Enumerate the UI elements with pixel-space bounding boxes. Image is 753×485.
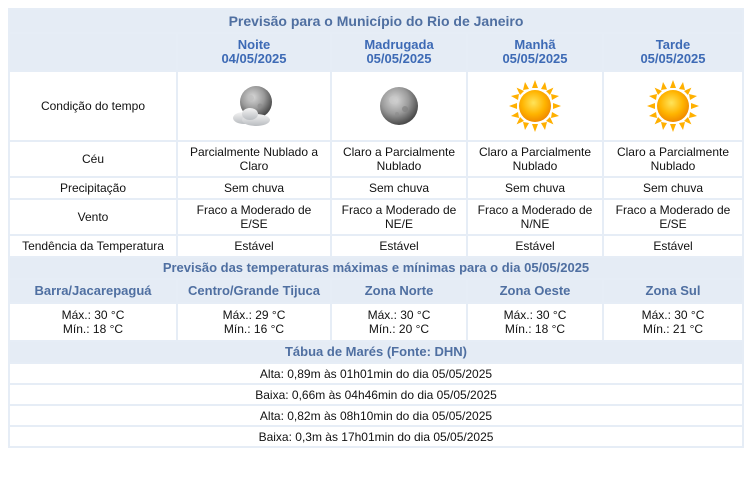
- precip-cell-morning: Sem chuva: [467, 177, 603, 199]
- row-label-sky: Céu: [9, 141, 177, 177]
- row-label-wind: Vento: [9, 199, 177, 235]
- sky-cell-afternoon: Claro a Parcialmente Nublado: [603, 141, 743, 177]
- zone-header-barra: Barra/Jacarepaguá: [9, 279, 177, 303]
- precip-cell-night: Sem chuva: [177, 177, 331, 199]
- trend-cell-morning: Estável: [467, 235, 603, 257]
- period-header-afternoon: Tarde 05/05/2025: [603, 33, 743, 71]
- tide-row: Baixa: 0,66m às 04h46min do dia 05/05/2025: [9, 384, 743, 405]
- tide-row: Baixa: 0,3m às 17h01min do dia 05/05/2025: [9, 426, 743, 447]
- row-label-temperature-trend: Tendência da Temperatura: [9, 235, 177, 257]
- row-label-condition: Condição do tempo: [9, 71, 177, 141]
- temperatures-title: Previsão das temperaturas máximas e mínimas para o dia 05/05/2025: [9, 257, 743, 279]
- trend-cell-afternoon: Estável: [603, 235, 743, 257]
- zone-header-oeste: Zona Oeste: [467, 279, 603, 303]
- condition-cell-dawn: [331, 71, 467, 141]
- temps-cell-barra: Máx.: 30 °C Mín.: 18 °C: [9, 303, 177, 341]
- sky-cell-dawn: Claro a Parcialmente Nublado: [331, 141, 467, 177]
- tide-row: Alta: 0,82m às 08h10min do dia 05/05/2025: [9, 405, 743, 426]
- temps-cell-sul: Máx.: 30 °C Mín.: 21 °C: [603, 303, 743, 341]
- precip-cell-afternoon: Sem chuva: [603, 177, 743, 199]
- wind-cell-morning: Fraco a Moderado de N/NE: [467, 199, 603, 235]
- page-title: Previsão para o Município do Rio de Janeiro: [9, 9, 743, 33]
- temps-cell-centro: Máx.: 29 °C Mín.: 16 °C: [177, 303, 331, 341]
- precip-cell-dawn: Sem chuva: [331, 177, 467, 199]
- tide-row: Alta: 0,89m às 01h01min do dia 05/05/2025: [9, 363, 743, 384]
- zone-header-sul: Zona Sul: [603, 279, 743, 303]
- row-label-precipitation: Precipitação: [9, 177, 177, 199]
- temps-cell-norte: Máx.: 30 °C Mín.: 20 °C: [331, 303, 467, 341]
- sky-cell-night: Parcialmente Nublado a Claro: [177, 141, 331, 177]
- period-header-night: Noite 04/05/2025: [177, 33, 331, 71]
- period-header-morning: Manhã 05/05/2025: [467, 33, 603, 71]
- wind-cell-dawn: Fraco a Moderado de NE/E: [331, 199, 467, 235]
- wind-cell-night: Fraco a Moderado de E/SE: [177, 199, 331, 235]
- sun-icon: [507, 78, 563, 134]
- wind-cell-afternoon: Fraco a Moderado de E/SE: [603, 199, 743, 235]
- period-header-dawn: Madrugada 05/05/2025: [331, 33, 467, 71]
- condition-cell-night: [177, 71, 331, 141]
- zone-header-centro: Centro/Grande Tijuca: [177, 279, 331, 303]
- temps-cell-oeste: Máx.: 30 °C Mín.: 18 °C: [467, 303, 603, 341]
- sky-cell-morning: Claro a Parcialmente Nublado: [467, 141, 603, 177]
- zone-header-norte: Zona Norte: [331, 279, 467, 303]
- forecast-panel: [8, 8, 742, 448]
- header-corner: [9, 33, 177, 71]
- tides-title: Tábua de Marés (Fonte: DHN): [9, 341, 743, 363]
- partly-cloudy-moon-icon: [226, 78, 282, 134]
- sun-icon: [645, 78, 701, 134]
- trend-cell-night: Estável: [177, 235, 331, 257]
- forecast-table: [8, 8, 744, 448]
- trend-cell-dawn: Estável: [331, 235, 467, 257]
- condition-cell-morning: [467, 71, 603, 141]
- moon-icon: [371, 78, 427, 134]
- condition-cell-afternoon: [603, 71, 743, 141]
